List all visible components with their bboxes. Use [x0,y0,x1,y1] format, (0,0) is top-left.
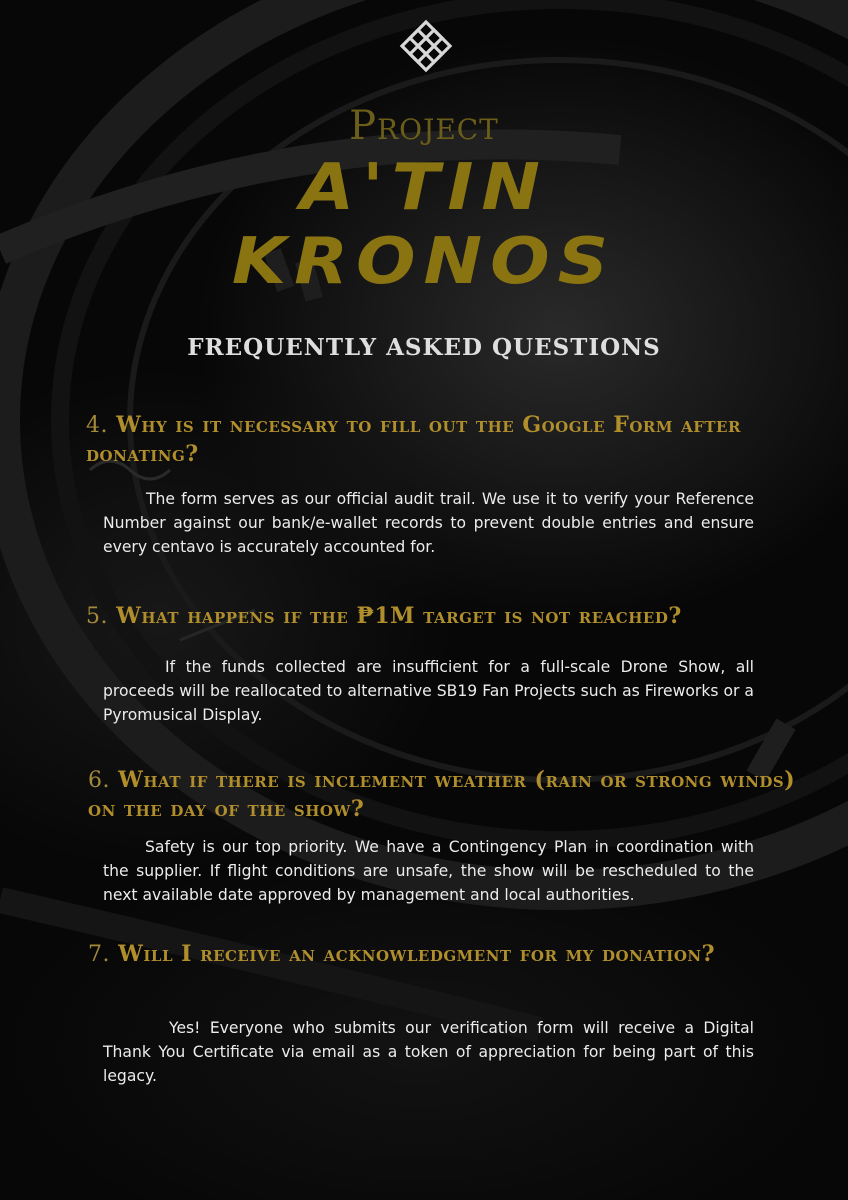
faq-question-4 [86,411,766,468]
faq-answer-5: If the funds collected are insufficient for a full-scale Drone Show, all proceeds will be reallocated to alternative SB19 Fan Projects such as Fireworks or a Pyromusical Display. [103,658,754,724]
faq-answer-7: Yes! Everyone who submits our verification form will receive a Digital Thank You Certificate via email as a token of appreciation for being part of this legacy. [103,1019,754,1085]
faq-question-text: What if there is inclement weather (rain or strong winds) on the day of the show? [88,767,796,822]
faq-question-text: What happens if the ₱1M target is not reached? [116,603,682,629]
faq-answer-6: Safety is our top priority. We have a Contingency Plan in coordination with the supplier. If flight conditions are unsafe, the show will be rescheduled to the next available date approved by management and local authorities. [103,838,754,904]
faq-number: 5. [86,604,108,629]
faq-question-6 [88,766,808,823]
geometric-star-logo-icon [396,16,456,76]
project-label: Project [349,103,499,149]
faq-number: 6. [88,768,110,793]
faq-number: 4. [86,413,108,438]
brand-title-line1: A'TIN [300,149,548,225]
faq-question-7 [88,940,728,969]
title-block [0,104,848,298]
faq-answer-4: The form serves as our official audit trail. We use it to verify your Reference Number against our bank/e-wallet records to prevent double entries and ensure every centavo is accurately accounted for. [103,490,754,556]
faq-heading: FREQUENTLY ASKED QUESTIONS [187,334,661,361]
brand-title-line2: KRONOS [231,223,617,299]
logo [396,16,456,76]
faq-question-5 [86,602,786,631]
faq-question-text: Why is it necessary to fill out the Google Form after donating? [86,412,741,467]
faq-number: 7. [88,942,110,967]
faq-question-text: Will I receive an acknowledgment for my donation? [118,941,715,967]
